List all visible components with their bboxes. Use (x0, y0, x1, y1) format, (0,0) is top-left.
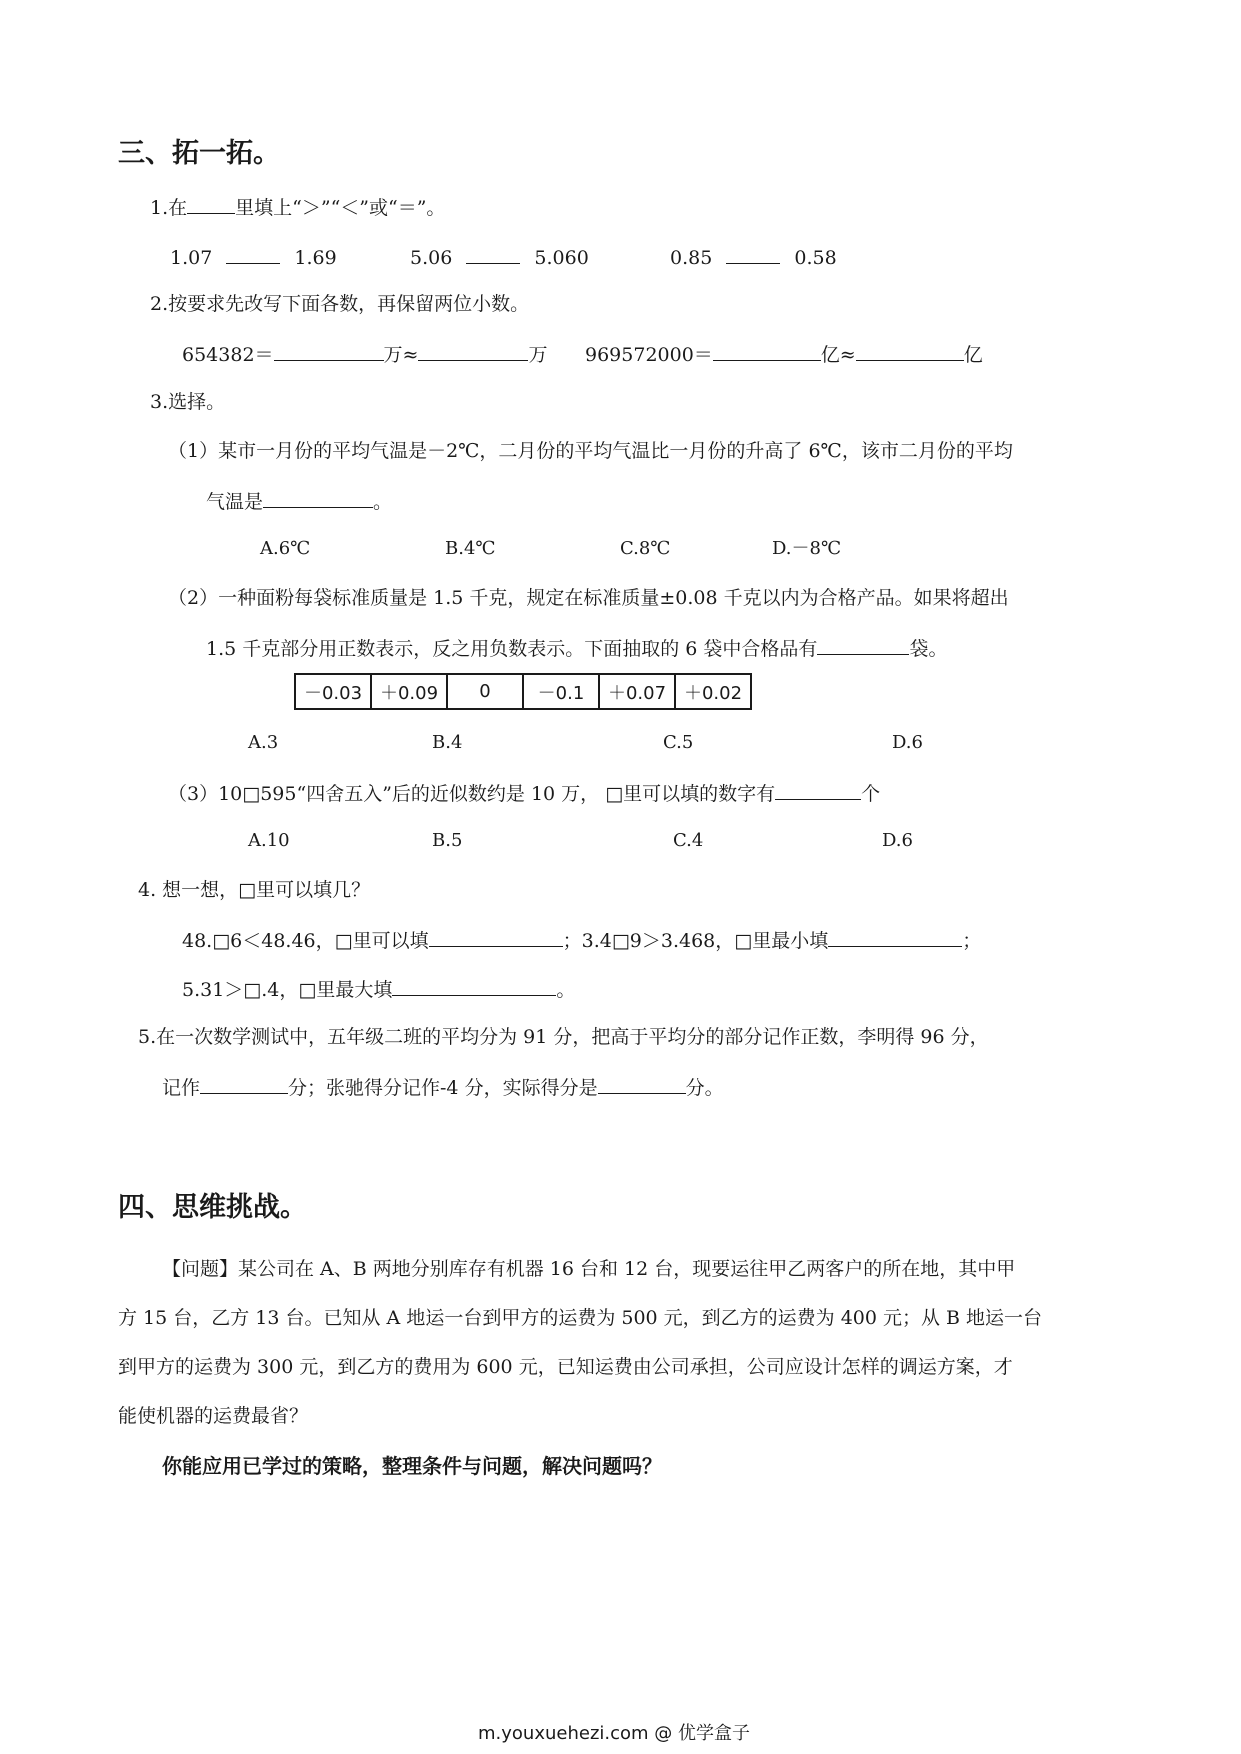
q3-p2-option-d[interactable]: D.6 (892, 732, 923, 753)
q1-pair-1-blank[interactable] (226, 243, 280, 264)
q3-p3-text: （3）10□595“四舍五入”后的近似数约是 10 万， □里可以填的数字有 (168, 783, 776, 805)
q3-p1-option-b[interactable]: B.4℃ (445, 538, 496, 559)
q4-text-2: ；3.4□9＞3.468，□里最小填 (562, 930, 829, 952)
table-cell: 0 (447, 674, 523, 709)
q3-p2-measure-table (294, 673, 752, 710)
q2-number-2: 969572000＝ (585, 344, 713, 366)
q2-number-1: 654382＝ (182, 344, 274, 366)
table-cell: ＋0.09 (371, 674, 447, 709)
q3-p2-option-a[interactable]: A.3 (248, 732, 279, 753)
q3-p3-blank[interactable] (775, 779, 861, 800)
q2-item-2 (585, 340, 983, 368)
s4-line-3: 到甲方的运费为 300 元，到乙方的费用为 600 元，已知运费由公司承担，公司应设计怎样的调运方案，才 (118, 1356, 1013, 1378)
q3-p3-end: 个 (861, 783, 881, 805)
q3-p3-option-d[interactable]: D.6 (882, 830, 913, 851)
q3-p2-option-b[interactable]: B.4 (432, 732, 463, 753)
q1-pair-3-blank[interactable] (726, 243, 780, 264)
q4-line2 (182, 975, 575, 1003)
q1-pre: 1.在 (150, 197, 188, 219)
q5-blank-1[interactable] (200, 1073, 288, 1094)
q3-p1-line1: （1）某市一月份的平均气温是－2℃，二月份的平均气温比一月份的升高了 6℃，该市二月份的平均 (168, 440, 1013, 462)
q4-text-1: 48.□6＜48.46，□里可以填 (182, 930, 429, 952)
table-cell: －0.03 (295, 674, 371, 709)
q3-p1-text: 气温是 (206, 491, 264, 513)
q2-unit-1b: 万 (528, 344, 548, 366)
q1-pair-2-right: 5.060 (534, 247, 589, 269)
q2-unit-1a: 万≈ (383, 344, 419, 366)
q1-pair-2 (410, 243, 589, 271)
s4-line-4: 能使机器的运费最省？ (118, 1405, 309, 1427)
q3-p2-option-c[interactable]: C.5 (663, 732, 694, 753)
q2-blank-2b[interactable] (856, 340, 964, 361)
q5-line2 (162, 1073, 724, 1101)
q1-post: 里填上“＞”“＜”或“＝”。 (235, 197, 446, 219)
q1-blank-inline[interactable] (187, 193, 235, 214)
q3-p2-text: 1.5 千克部分用正数表示，反之用负数表示。下面抽取的 6 袋中合格品有 (206, 638, 818, 660)
q3-p2-end: 袋。 (909, 638, 948, 660)
section-3-title: 三、拓一拓。 (118, 138, 280, 169)
q4-text-5: 。 (556, 979, 576, 1001)
q3-p1-line2 (206, 487, 392, 515)
q3-p3-option-a[interactable]: A.10 (248, 830, 290, 851)
q2-blank-2a[interactable] (713, 340, 821, 361)
q1-pair-3-right: 0.58 (794, 247, 837, 269)
s4-line-1: 【问题】某公司在 A、B 两地分别库存有机器 16 台和 12 台，现要运往甲乙两客户的所在地，其中甲 (162, 1258, 1016, 1280)
q2-unit-2b: 亿 (963, 344, 983, 366)
q3-p1-end: 。 (373, 491, 393, 513)
q1-pair-2-blank[interactable] (466, 243, 520, 264)
q4-text-4: 5.31＞□.4，□里最大填 (182, 979, 393, 1001)
q5-text-1: 记作 (162, 1077, 201, 1099)
q3-p2-blank[interactable] (817, 634, 909, 655)
q2-unit-2a: 亿≈ (820, 344, 856, 366)
q3-prompt: 3.选择。 (150, 391, 226, 413)
q1-pair-1-right: 1.69 (294, 247, 337, 269)
q4-prompt: 4. 想一想，□里可以填几？ (138, 879, 371, 901)
s4-bold-question: 你能应用已学过的策略，整理条件与问题，解决问题吗？ (162, 1454, 662, 1478)
q1-prompt (150, 193, 445, 221)
q3-p1-blank[interactable] (263, 487, 373, 508)
q2-prompt: 2.按要求先改写下面各数，再保留两位小数。 (150, 293, 530, 315)
q5-text-3: 分。 (685, 1077, 724, 1099)
s4-line-2: 方 15 台，乙方 13 台。已知从 A 地运一台到甲方的运费为 500 元，到乙方的运费为 400 元；从 B 地运一台 (118, 1307, 1043, 1329)
q1-pair-1 (170, 243, 337, 271)
q4-blank-1[interactable] (429, 926, 563, 947)
q3-p1-option-a[interactable]: A.6℃ (260, 538, 311, 559)
q3-p2-line2 (206, 634, 947, 662)
q3-p3-option-c[interactable]: C.4 (673, 830, 704, 851)
q3-p2-line1: （2）一种面粉每袋标准质量是 1.5 千克，规定在标准质量±0.08 千克以内为合格产品。如果将超出 (168, 587, 1009, 609)
footer-watermark[interactable]: m.youxuehezi.com @ 优学盒子 (478, 1723, 751, 1744)
q5-line1: 5.在一次数学测试中，五年级二班的平均分为 91 分，把高于平均分的部分记作正数，李明得 96 分， (138, 1026, 989, 1048)
q1-pair-1-left: 1.07 (170, 247, 213, 269)
table-cell: －0.1 (523, 674, 599, 709)
q3-p3-line1 (168, 779, 880, 807)
q3-p3-option-b[interactable]: B.5 (432, 830, 463, 851)
section-4-title: 四、思维挑战。 (118, 1192, 307, 1223)
q2-blank-1b[interactable] (418, 340, 528, 361)
q3-p1-option-d[interactable]: D.－8℃ (772, 538, 842, 559)
q5-text-2: 分；张驰得分记作-4 分，实际得分是 (288, 1077, 598, 1099)
q1-pair-3-left: 0.85 (670, 247, 713, 269)
q4-blank-3[interactable] (392, 975, 556, 996)
q2-blank-1a[interactable] (274, 340, 384, 361)
q4-blank-2[interactable] (828, 926, 962, 947)
table-cell: ＋0.07 (599, 674, 675, 709)
q1-pair-3 (670, 243, 837, 271)
q4-text-3: ； (962, 930, 982, 952)
q2-item-1 (182, 340, 547, 368)
q5-blank-2[interactable] (598, 1073, 686, 1094)
table-cell: ＋0.02 (675, 674, 751, 709)
q3-p1-option-c[interactable]: C.8℃ (620, 538, 671, 559)
q1-pair-2-left: 5.06 (410, 247, 453, 269)
q4-line1 (182, 926, 981, 954)
